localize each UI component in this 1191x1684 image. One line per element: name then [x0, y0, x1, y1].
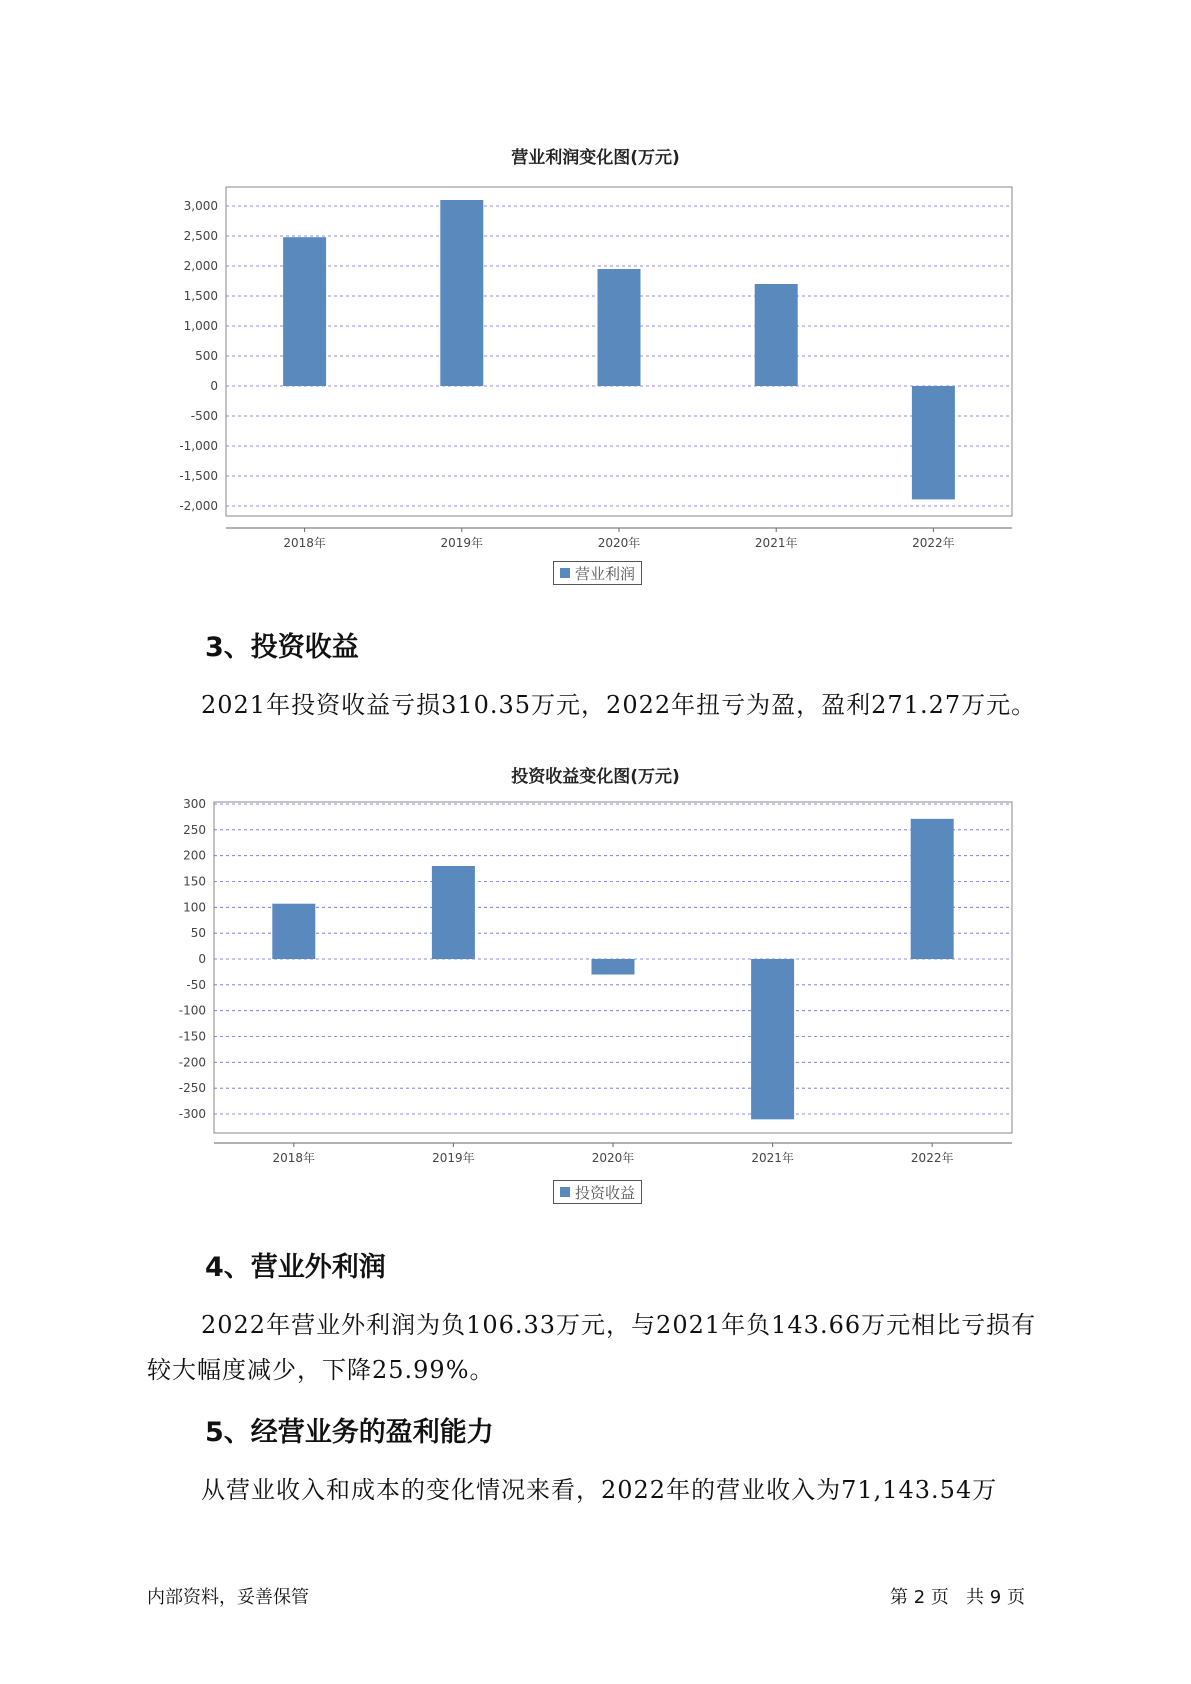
section-5-text: 从营业收入和成本的变化情况来看，2022年的营业收入为71,143.54万 — [201, 1476, 998, 1504]
x-tick-label: 2019年 — [432, 1151, 475, 1165]
y-tick-label: 500 — [195, 349, 218, 363]
y-tick-label: -100 — [178, 1003, 206, 1018]
y-tick-label: 3,000 — [183, 199, 218, 213]
y-tick-label: -500 — [190, 409, 218, 423]
y-tick-label: 0 — [210, 379, 218, 393]
y-tick-label: -1,500 — [179, 469, 218, 483]
footer-confidential: 内部资料，妥善保管 — [147, 1587, 309, 1608]
x-tick-label: 2020年 — [597, 536, 641, 550]
y-tick-label: -250 — [178, 1081, 206, 1096]
y-tick-label: 200 — [183, 848, 206, 863]
section-3-heading: 3、投资收益 — [205, 632, 359, 663]
y-tick-label: 300 — [183, 797, 206, 811]
bar-2022年 — [912, 386, 955, 499]
bar-2020年 — [592, 959, 635, 975]
x-tick-label: 2019年 — [440, 536, 484, 550]
x-tick-label: 2018年 — [272, 1151, 316, 1165]
x-tick-label: 2018年 — [283, 536, 326, 550]
y-tick-label: 1,000 — [183, 319, 218, 333]
legend-swatch — [560, 1187, 570, 1197]
y-tick-label: 1,500 — [183, 289, 218, 303]
y-tick-label: 2,500 — [183, 229, 218, 243]
y-tick-label: -200 — [178, 1055, 206, 1070]
y-tick-label: -150 — [178, 1029, 206, 1044]
y-tick-label: 250 — [183, 822, 206, 837]
bar-2018年 — [272, 904, 315, 959]
y-tick-label: 0 — [198, 952, 206, 966]
y-tick-label: 2,000 — [183, 259, 218, 273]
chart1-legend-label: 营业利润 — [575, 564, 636, 583]
y-tick-label: -300 — [178, 1107, 206, 1121]
bar-2018年 — [283, 237, 326, 386]
x-tick-label: 2021年 — [751, 1151, 794, 1165]
bar-2021年 — [755, 284, 798, 386]
bar-2019年 — [440, 200, 483, 386]
x-tick-label: 2022年 — [910, 1151, 954, 1165]
y-tick-label: -2,000 — [179, 499, 218, 513]
x-tick-label: 2021年 — [754, 536, 798, 550]
bar-2022年 — [911, 819, 954, 959]
y-tick-label: -1,000 — [179, 439, 218, 453]
y-tick-label: 150 — [183, 874, 206, 889]
y-tick-label: 50 — [190, 926, 206, 941]
section-3-text: 2021年投资收益亏损310.35万元，2022年扭亏为盈，盈利271.27万元。 — [201, 691, 1037, 719]
y-tick-label: -50 — [186, 977, 206, 992]
footer-page-number: 第 2 页 共 9 页 — [890, 1587, 1025, 1608]
chart2-legend — [553, 1180, 642, 1204]
chart1-operating-profit — [0, 175, 1191, 550]
section-4-heading: 4、营业外利润 — [205, 1252, 386, 1283]
x-tick-label: 2020年 — [591, 1151, 635, 1165]
bar-2019年 — [432, 866, 475, 959]
chart2-title: 投资收益变化图(万元) — [511, 767, 680, 787]
chart2-legend-label: 投资收益 — [575, 1183, 636, 1202]
x-tick-label: 2022年 — [912, 536, 955, 550]
chart2-investment-income — [0, 790, 1191, 1170]
legend-swatch — [560, 568, 570, 578]
section-5-heading: 5、经营业务的盈利能力 — [205, 1417, 494, 1448]
chart1-legend — [553, 561, 642, 585]
bar-2020年 — [598, 269, 641, 386]
bar-2021年 — [751, 959, 794, 1119]
section-4-text: 2022年营业外利润为负106.33万元，与2021年负143.66万元相比亏损有较大幅度减少，下降25.99%。 — [147, 1311, 1037, 1384]
chart1-title: 营业利润变化图(万元) — [511, 148, 680, 168]
y-tick-label: 100 — [183, 900, 206, 915]
